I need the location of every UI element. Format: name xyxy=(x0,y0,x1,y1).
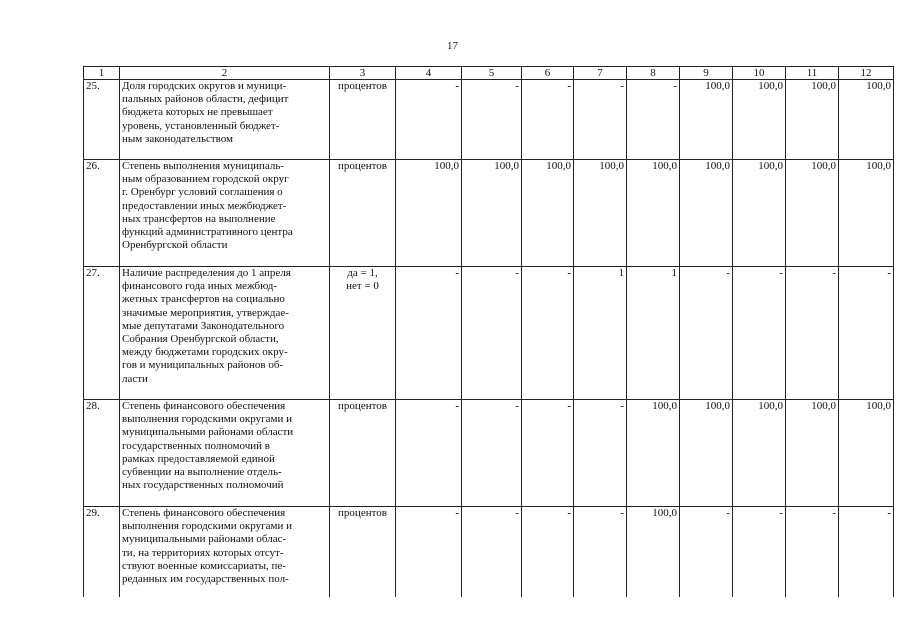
description-line: предоставлении иных межбюджет- xyxy=(122,199,287,212)
value-cell: 100,0 xyxy=(839,400,894,507)
unit-line: да = 1, xyxy=(347,267,378,279)
row-number: 27. xyxy=(84,267,120,400)
description-line: государственных полномочий в xyxy=(122,439,270,452)
value-cell: 1 xyxy=(627,267,680,400)
value-cell: - xyxy=(522,267,574,400)
table-row xyxy=(84,400,894,507)
value-cell: 100,0 xyxy=(839,160,894,267)
description-line: ных трансфертов на выполнение xyxy=(122,212,276,225)
value-cell: - xyxy=(396,80,462,160)
value-cell: - xyxy=(627,80,680,160)
column-header: 1 xyxy=(84,67,120,80)
value-cell: 100,0 xyxy=(680,400,733,507)
value-cell: 100,0 xyxy=(786,400,839,507)
value-cell: 100,0 xyxy=(574,160,627,267)
description-line: гов и муниципальных районов об- xyxy=(122,359,284,372)
value-cell: 100,0 xyxy=(733,80,786,160)
indicators-table xyxy=(83,66,894,597)
description-line: реданных им государственных пол- xyxy=(122,573,289,586)
column-header: 9 xyxy=(680,67,733,80)
value-cell: - xyxy=(574,400,627,507)
unit-line: процентов xyxy=(338,400,387,412)
description-line: значимые мероприятия, утверждае- xyxy=(122,306,289,319)
unit-cell xyxy=(330,267,396,400)
value-cell: 100,0 xyxy=(522,160,574,267)
table-row xyxy=(84,507,894,598)
column-header: 2 xyxy=(120,67,330,80)
value-cell: - xyxy=(462,400,522,507)
description-line: выполнения городскими округами и xyxy=(122,520,292,533)
value-cell: - xyxy=(574,80,627,160)
column-header: 4 xyxy=(396,67,462,80)
indicator-description xyxy=(120,507,330,598)
value-cell: - xyxy=(462,507,522,598)
value-cell: - xyxy=(839,507,894,598)
unit-cell xyxy=(330,160,396,267)
unit-cell xyxy=(330,507,396,598)
unit-line: процентов xyxy=(338,507,387,519)
table-row xyxy=(84,80,894,160)
column-header: 12 xyxy=(839,67,894,80)
description-line: Степень выполнения муниципаль- xyxy=(122,160,285,172)
description-line: уровень, установленный бюджет- xyxy=(122,119,280,132)
description-line: Наличие распределения до 1 апреля xyxy=(122,267,291,279)
description-line: ти, на территориях которых отсут- xyxy=(122,546,284,559)
value-cell: - xyxy=(522,400,574,507)
value-cell: 100,0 xyxy=(627,400,680,507)
description-line: рамках предоставляемой единой xyxy=(122,452,275,465)
value-cell: - xyxy=(574,507,627,598)
description-line: Степень финансового обеспечения xyxy=(122,400,286,412)
value-cell: - xyxy=(786,507,839,598)
description-line: ным образованием городской округ xyxy=(122,173,289,186)
description-line: выполнения городскими округами и xyxy=(122,413,292,426)
value-cell: 100,0 xyxy=(680,80,733,160)
value-cell: 100,0 xyxy=(462,160,522,267)
description-line: г. Оренбург условий соглашения о xyxy=(122,186,283,199)
value-cell: 100,0 xyxy=(627,507,680,598)
description-line: Оренбургской области xyxy=(122,239,228,252)
column-number-row xyxy=(84,67,894,80)
description-line: жетных трансфертов на социально xyxy=(122,293,285,306)
value-cell: - xyxy=(733,267,786,400)
page-number: 17 xyxy=(447,40,458,52)
row-number: 25. xyxy=(84,80,120,160)
column-header: 11 xyxy=(786,67,839,80)
value-cell: - xyxy=(522,507,574,598)
value-cell: 1 xyxy=(574,267,627,400)
description-line: ласти xyxy=(122,372,148,385)
description-line: функций административного центра xyxy=(122,226,293,239)
value-cell: - xyxy=(396,400,462,507)
unit-line: процентов xyxy=(338,160,387,172)
value-cell: - xyxy=(396,507,462,598)
value-cell: 100,0 xyxy=(396,160,462,267)
description-line: финансового года иных межбюд- xyxy=(122,280,278,293)
value-cell: 100,0 xyxy=(627,160,680,267)
row-number: 29. xyxy=(84,507,120,598)
unit-line: нет = 0 xyxy=(346,280,379,293)
indicator-description xyxy=(120,80,330,160)
value-cell: 100,0 xyxy=(733,160,786,267)
column-header: 8 xyxy=(627,67,680,80)
description-line: муниципальными районами области xyxy=(122,426,294,439)
value-cell: - xyxy=(786,267,839,400)
description-line: ным законодательством xyxy=(122,132,234,145)
column-header: 3 xyxy=(330,67,396,80)
description-line: субвенции на выполнение отдель- xyxy=(122,466,282,479)
table-row xyxy=(84,160,894,267)
description-line: Доля городских округов и муници- xyxy=(122,80,287,92)
value-cell: - xyxy=(462,267,522,400)
description-line: ных государственных полномочий xyxy=(122,479,284,492)
table-row xyxy=(84,267,894,400)
value-cell: 100,0 xyxy=(733,400,786,507)
description-line: Собрания Оренбургской области, xyxy=(122,333,279,346)
value-cell: - xyxy=(396,267,462,400)
value-cell: 100,0 xyxy=(839,80,894,160)
value-cell: 100,0 xyxy=(786,160,839,267)
unit-cell xyxy=(330,80,396,160)
value-cell: 100,0 xyxy=(786,80,839,160)
value-cell: - xyxy=(462,80,522,160)
description-line: муниципальными районами облас- xyxy=(122,533,287,546)
value-cell: - xyxy=(680,267,733,400)
description-line: Степень финансового обеспечения xyxy=(122,507,286,519)
column-header: 7 xyxy=(574,67,627,80)
description-line: бюджета которых не превышает xyxy=(122,106,273,119)
value-cell: 100,0 xyxy=(680,160,733,267)
description-line: пальных районов области, дефицит xyxy=(122,93,289,106)
description-line: между бюджетами городских окру- xyxy=(122,346,288,359)
column-header: 5 xyxy=(462,67,522,80)
unit-line: процентов xyxy=(338,80,387,92)
indicator-description xyxy=(120,160,330,267)
value-cell: - xyxy=(680,507,733,598)
indicator-description xyxy=(120,267,330,400)
row-number: 26. xyxy=(84,160,120,267)
value-cell: - xyxy=(839,267,894,400)
value-cell: - xyxy=(733,507,786,598)
unit-cell xyxy=(330,400,396,507)
description-line: ствуют военные комиссариаты, пе- xyxy=(122,559,286,572)
row-number: 28. xyxy=(84,400,120,507)
column-header: 6 xyxy=(522,67,574,80)
column-header: 10 xyxy=(733,67,786,80)
description-line: мые депутатами Законодательного xyxy=(122,319,285,332)
indicator-description xyxy=(120,400,330,507)
value-cell: - xyxy=(522,80,574,160)
